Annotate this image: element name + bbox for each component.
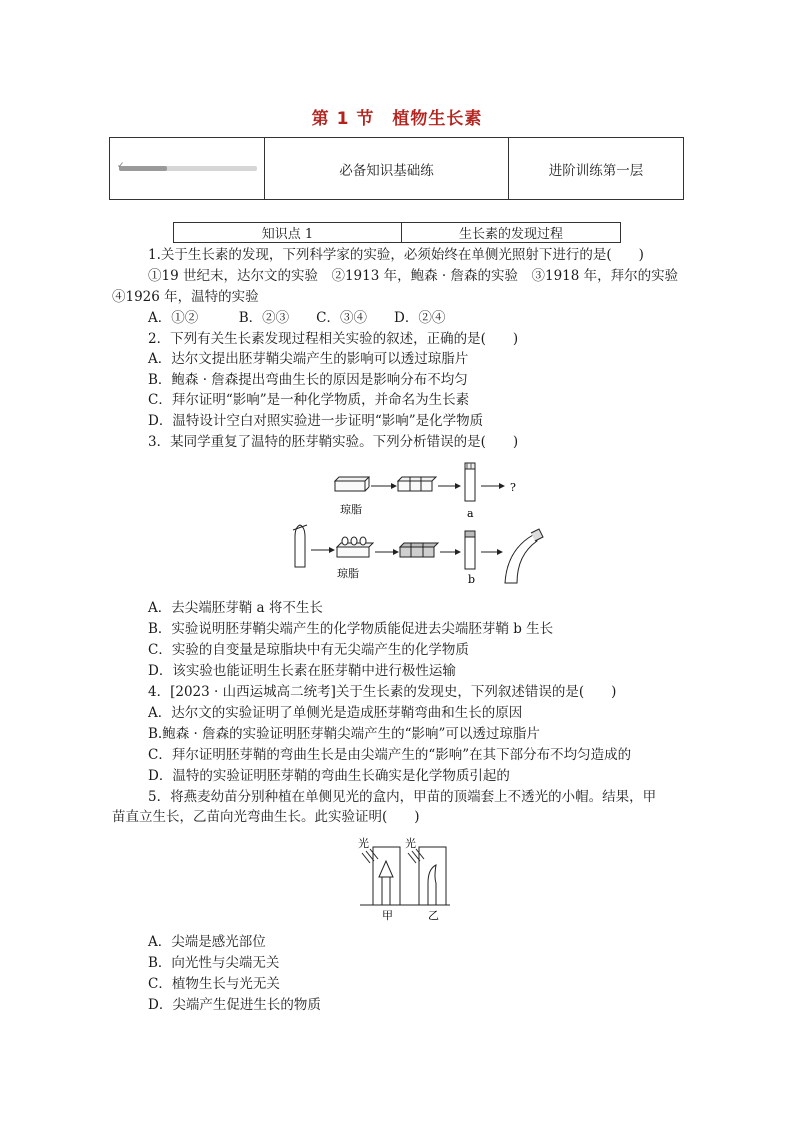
q3-label-agar-top: 琼脂 xyxy=(340,503,362,516)
light-rays-right xyxy=(408,849,424,863)
progress-bar xyxy=(117,161,257,171)
q5-option-b: B．向光性与尖端无关 xyxy=(148,955,280,971)
q1-items-line2: ④1926 年，温特的实验 xyxy=(112,289,259,305)
q4-option-b: B.鲍森 · 詹森的实验证明胚芽鞘尖端产生的“影响”可以透过琼脂片 xyxy=(148,726,540,742)
q3-label-b: b xyxy=(468,573,476,586)
arrow-2-head xyxy=(455,483,461,489)
agar-with-tips xyxy=(337,537,373,557)
arrow-3-head xyxy=(499,483,505,489)
q5-option-d: D．尖端产生促进生长的物质 xyxy=(148,997,321,1013)
arrow-5-head xyxy=(393,549,399,555)
section-header-table xyxy=(109,137,684,200)
coleoptile-b xyxy=(465,531,475,569)
coleoptile-a xyxy=(465,463,475,501)
q5-option-c: C．植物生长与光无关 xyxy=(148,976,280,992)
light-rays-left xyxy=(362,849,378,863)
q3-option-d: D．该实验也能证明生长素在胚芽鞘中进行极性运输 xyxy=(148,663,456,679)
q4-option-d: D．温特的实验证明胚芽鞘的弯曲生长确实是化学物质引起的 xyxy=(148,768,510,784)
q1-options: A．①② B．②③ C．③④ D．②④ xyxy=(148,310,446,326)
q2-stem: 2．下列有关生长素发现过程相关实验的叙述，正确的是( ) xyxy=(148,331,519,347)
q5-stem-line2: 苗直立生长，乙苗向光弯曲生长。此实验证明( ) xyxy=(112,809,420,825)
q3-experiment-figure xyxy=(285,455,545,590)
arrow-1-head xyxy=(391,483,397,489)
q5-option-a: A．尖端是感光部位 xyxy=(148,934,266,950)
knowledge-point-label: 知识点 1 xyxy=(174,223,402,243)
q3-label-a: a xyxy=(467,507,474,520)
q3-option-c: C．实验的自变量是琼脂块中有无尖端产生的化学物质 xyxy=(148,642,469,658)
coleoptile-b-curved xyxy=(505,529,543,583)
progress-cell xyxy=(110,138,265,200)
q4-option-c: C．拜尔证明胚芽鞘的弯曲生长是由尖端产生的“影响”在其下部分布不均匀造成的 xyxy=(148,747,632,763)
q5-stem-line1: 5．将燕麦幼苗分别种植在单侧见光的盒内，甲苗的顶端套上不透光的小帽。结果，甲 xyxy=(148,789,657,805)
coleoptile-tip xyxy=(293,525,307,567)
q1-items-line1: ①19 世纪末，达尔文的实验 ②1913 年，鲍森 · 詹森的实验 ③1918 年，拜尔的实验 xyxy=(148,268,679,284)
seedling-yi-bent xyxy=(428,865,436,905)
header-cell-advanced: 进阶训练第一层 xyxy=(509,138,684,200)
knowledge-point-topic: 生长素的发现过程 xyxy=(402,223,621,243)
check-icon: ✓ xyxy=(117,161,125,171)
arrow-7-head xyxy=(497,549,503,555)
q3-label-agar-bottom: 琼脂 xyxy=(337,567,359,580)
knowledge-point-table xyxy=(173,222,621,243)
q2-option-c: C．拜尔证明“影响”是一种化学物质，并命名为生长素 xyxy=(148,392,470,408)
q5-light-left-label: 光 xyxy=(358,837,369,850)
header-cell-basic: 必备知识基础练 xyxy=(265,138,509,200)
arrow-6-head xyxy=(455,549,461,555)
agar-blocks-treated xyxy=(400,543,438,557)
q5-light-box-figure xyxy=(350,833,455,923)
agar-block-blank xyxy=(335,477,369,491)
q5-label-jia: 甲 xyxy=(382,909,393,922)
q5-light-right-label: 光 xyxy=(405,837,416,850)
agar-blocks-cut xyxy=(398,477,436,491)
q2-option-d: D．温特设计空白对照实验进一步证明“影响”是化学物质 xyxy=(148,413,484,429)
q3-option-a: A．去尖端胚芽鞘 a 将不生长 xyxy=(148,600,323,616)
seedling-jia-capped xyxy=(379,861,393,905)
q1-stem: 1.关于生长素的发现，下列科学家的实验，必须始终在单侧光照射下进行的是( ) xyxy=(148,247,644,263)
page-title: 第 1 节 植物生长素 xyxy=(311,109,483,129)
q5-label-yi: 乙 xyxy=(428,909,439,922)
q4-stem: 4．[2023 · 山西运城高二统考]关于生长素的发现史，下列叙述错误的是( ) xyxy=(148,684,617,700)
q4-option-a: A．达尔文的实验证明了单侧光是造成胚芽鞘弯曲和生长的原因 xyxy=(148,705,523,721)
arrow-4-head xyxy=(329,547,335,553)
q2-option-b: B．鲍森 · 詹森提出弯曲生长的原因是影响分布不均匀 xyxy=(148,372,468,388)
q3-stem: 3．某同学重复了温特的胚芽鞘实验。下列分析错误的是( ) xyxy=(148,434,519,450)
q3-option-b: B．实验说明胚芽鞘尖端产生的化学物质能促进去尖端胚芽鞘 b 生长 xyxy=(148,621,554,637)
q2-option-a: A．达尔文提出胚芽鞘尖端产生的影响可以透过琼脂片 xyxy=(148,351,469,367)
q3-label-question: ? xyxy=(510,481,516,494)
progress-fill xyxy=(119,166,167,171)
